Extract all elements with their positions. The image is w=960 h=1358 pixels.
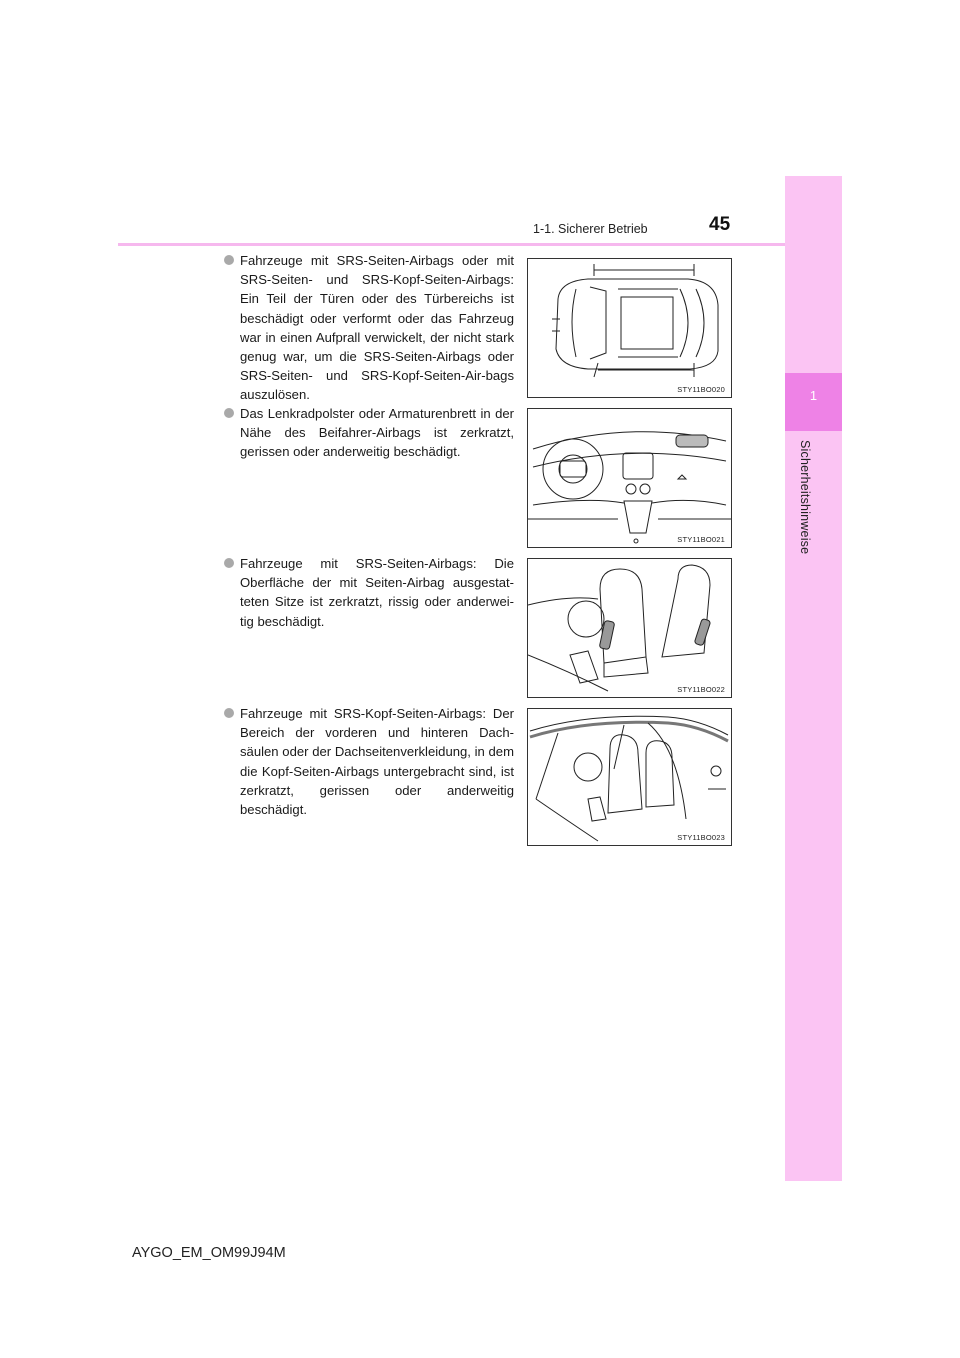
bullet-icon bbox=[224, 708, 234, 718]
figure-code: STY11BO023 bbox=[677, 833, 725, 842]
list-item bbox=[224, 704, 514, 819]
figure-front-seats bbox=[527, 558, 732, 698]
header-rule bbox=[118, 243, 785, 246]
chapter-tab-strip bbox=[785, 176, 842, 1181]
document-code: AYGO_EM_OM99J94M bbox=[132, 1245, 286, 1261]
item-text: Fahrzeuge mit SRS-Seiten-Airbags oder mit SRS-Seiten- und SRS-Kopf-Seiten-Airbags: Ein Teil der Türen oder des Türbereichs ist beschädigt oder verformt oder das Fahrzeug war in einen Aufprall verwickelt, der nicht stark genug war, um die SRS-Seiten-Airbags oder SRS-Seiten- und SRS-Kopf-Seiten-Air-bags auszulösen. bbox=[240, 253, 514, 403]
list-item bbox=[224, 554, 514, 631]
figure-code: STY11BO021 bbox=[677, 535, 725, 544]
figure-code: STY11BO020 bbox=[677, 385, 725, 394]
section-title: 1-1. Sicherer Betrieb bbox=[533, 222, 648, 236]
chapter-label: Sicherheitshinweise bbox=[798, 440, 812, 555]
item-text: Fahrzeuge mit SRS-Seiten-Airbags: Die Oberfläche der mit Seiten-Airbag ausgestat-teten Sitze ist zerkratzt, rissig oder anderwei-tig beschädigt. bbox=[240, 556, 514, 629]
item-text: Fahrzeuge mit SRS-Kopf-Seiten-Airbags: Der Bereich der vorderen und hinteren Dach-säulen oder der Dachseitenverkleidung, in dem die Kopf-Seiten-Airbags untergebracht sind, ist zerkratzt, gerissen oder anderweitig beschädigt. bbox=[240, 706, 514, 818]
cabin-pillars-icon bbox=[528, 709, 731, 845]
front-seats-icon bbox=[528, 559, 731, 697]
car-top-view-icon bbox=[528, 259, 731, 397]
dashboard-icon bbox=[528, 409, 731, 547]
bullet-icon bbox=[224, 408, 234, 418]
figure-cabin-pillars bbox=[527, 708, 732, 846]
list-item bbox=[224, 251, 514, 405]
figure-dashboard bbox=[527, 408, 732, 548]
chapter-number: 1 bbox=[809, 388, 818, 403]
figure-code: STY11BO022 bbox=[677, 685, 725, 694]
figure-car-top-view bbox=[527, 258, 732, 398]
item-text: Das Lenkradpolster oder Armaturenbrett in der Nähe des Beifahrer-Airbags ist zerkratzt, gerissen oder anderweitig beschädigt. bbox=[240, 406, 514, 460]
list-item bbox=[224, 404, 514, 462]
bullet-icon bbox=[224, 255, 234, 265]
bullet-icon bbox=[224, 558, 234, 568]
page-number: 45 bbox=[709, 214, 731, 235]
